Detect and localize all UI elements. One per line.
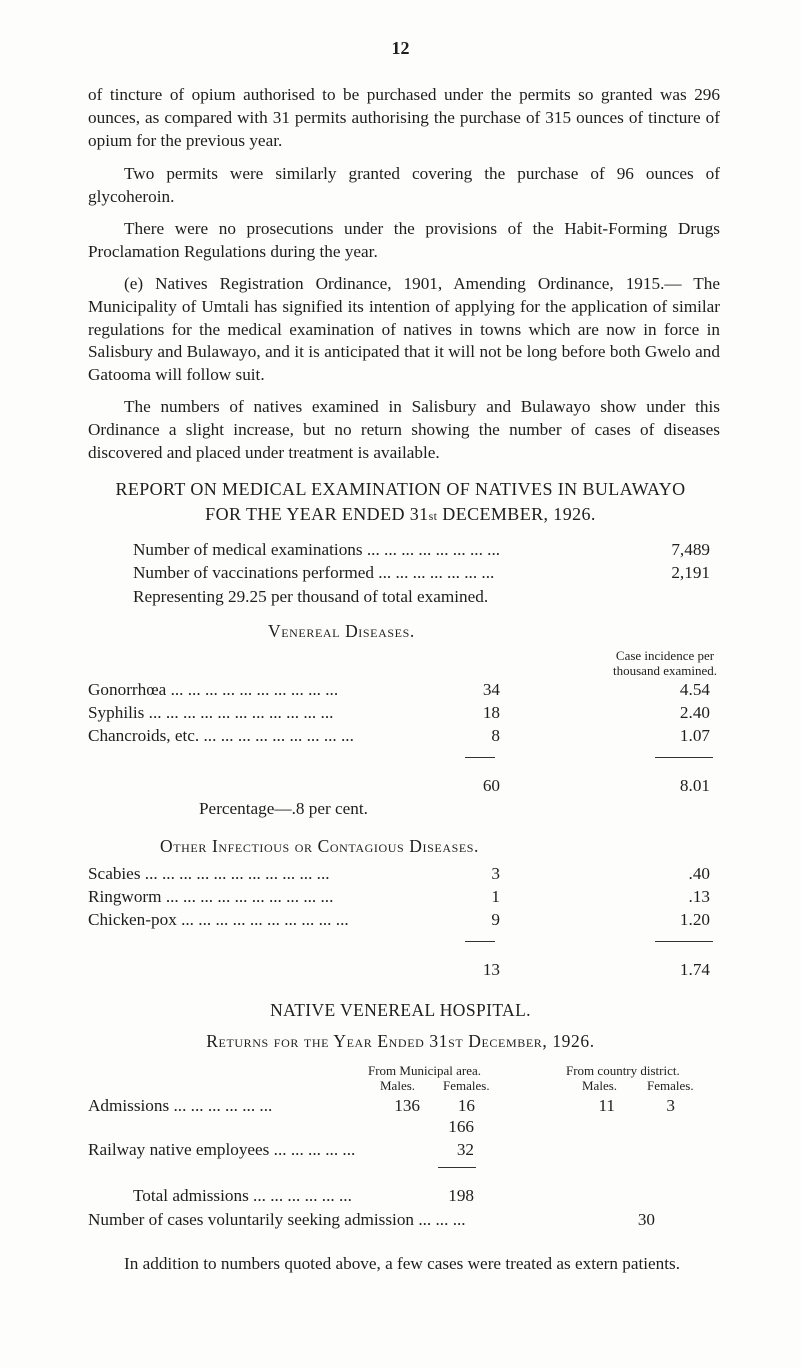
other-row-label: Ringworm ... ... ... ... ... ... ... ... ... ... xyxy=(88,887,334,906)
paragraph-opium-permits xyxy=(88,84,720,152)
venereal-row-rate: 1.07 xyxy=(679,726,710,745)
municipal-header: From Municipal area. xyxy=(368,1063,481,1078)
voluntary-label: Number of cases voluntarily seeking admission ... ... ... xyxy=(88,1210,466,1229)
vacc-value: 2,191 xyxy=(671,563,710,582)
other-diseases-heading: Other Infectious or Contagious Diseases. xyxy=(160,836,480,856)
venereal-row-cases: 8 xyxy=(491,726,500,745)
rate-total-rule xyxy=(655,757,713,758)
venereal-row-cases: 34 xyxy=(482,680,500,699)
venereal-heading: Venereal Diseases. xyxy=(268,621,415,641)
municipal-females-header: Females. xyxy=(443,1078,490,1093)
title-part: FOR THE YEAR ENDED 31 xyxy=(205,504,429,524)
title-superscript: st xyxy=(428,509,438,523)
venereal-row-label: Chancroids, etc. ... ... ... ... ... ... ... ... ... xyxy=(88,726,354,745)
other-row-label: Scabies ... ... ... ... ... ... ... ... ... ... ... xyxy=(88,864,330,883)
admissions-label: Admissions ... ... ... ... ... ... xyxy=(88,1096,273,1115)
paragraph-text: In addition to numbers quoted above, a few cases were treated as extern patients. xyxy=(124,1254,681,1273)
venereal-row-cases: 18 xyxy=(482,703,500,722)
other-row-rate: 1.20 xyxy=(679,910,710,929)
paragraph-extern-patients xyxy=(88,1253,720,1276)
paragraph-text: The numbers of natives examined in Salisbury and Bulawayo show under this Ordinance a slight increase, but no return showing the number of cases of diseases discovered and placed under treatment is available. xyxy=(88,397,720,462)
other-row-label: Chicken-pox ... ... ... ... ... ... ... ... ... ... xyxy=(88,910,349,929)
other-total-cases: 13 xyxy=(482,960,500,979)
admissions-subtotal: 166 xyxy=(448,1117,474,1136)
page-number: 12 xyxy=(391,38,410,58)
venereal-total-rate: 8.01 xyxy=(679,776,710,795)
country-females-value: 3 xyxy=(666,1096,675,1115)
country-header: From country district. xyxy=(566,1063,680,1078)
other-row-cases: 1 xyxy=(491,887,500,906)
total-admissions-value: 198 xyxy=(448,1186,474,1205)
muni-females-value: 16 xyxy=(457,1096,475,1115)
paragraph-text: There were no prosecutions under the provisions of the Habit-Forming Drugs Proclamation Regulations during the year. xyxy=(88,219,720,261)
venereal-row-label: Gonorrhœa ... ... ... ... ... ... ... ... ... ... xyxy=(88,680,339,699)
country-females-header: Females. xyxy=(647,1078,694,1093)
venereal-row-rate: 2.40 xyxy=(679,703,710,722)
title-part: DECEMBER, 1926. xyxy=(437,504,596,524)
muni-males-value: 136 xyxy=(394,1096,420,1115)
country-males-value: 11 xyxy=(598,1096,615,1115)
exam-label: Number of medical examinations ... ... ... ... ... ... ... ... xyxy=(133,540,501,559)
rate-header-line: Case incidence per xyxy=(615,648,715,663)
railway-value: 32 xyxy=(456,1140,474,1159)
vacc-label: Number of vaccinations performed ... ... ... ... ... ... ... xyxy=(133,563,495,582)
venereal-total-cases: 60 xyxy=(482,776,500,795)
voluntary-value: 30 xyxy=(637,1210,655,1229)
hospital-returns-heading: Returns for the Year Ended 31st December, 1926. xyxy=(206,1031,595,1051)
admissions-total-rule xyxy=(438,1167,476,1168)
rate-header-line: thousand examined. xyxy=(613,663,717,678)
other-row-cases: 3 xyxy=(491,864,500,883)
paragraph-text: Two permits were similarly granted covering the purchase of 96 ounces of glycoheroin. xyxy=(88,164,720,206)
railway-label: Railway native employees ... ... ... ... ... xyxy=(88,1140,356,1159)
report-title-line1: REPORT ON MEDICAL EXAMINATION OF NATIVES IN BULAWAYO xyxy=(115,479,686,499)
venereal-percentage: Percentage—.8 per cent. xyxy=(199,799,368,818)
rate-column-header xyxy=(585,648,745,678)
paragraph-registration-ordinance xyxy=(88,273,720,387)
total-admissions-label: Total admissions ... ... ... ... ... ... xyxy=(133,1186,352,1205)
cases-total-rule xyxy=(465,757,495,758)
venereal-row-rate: 4.54 xyxy=(679,680,710,699)
other-total-rate: 1.74 xyxy=(679,960,710,979)
other-row-rate: .40 xyxy=(688,864,710,883)
paragraph-prosecutions xyxy=(88,218,720,264)
other-row-rate: .13 xyxy=(688,887,710,906)
rate-total-rule xyxy=(655,941,713,942)
paragraph-glycoheroin xyxy=(88,163,720,209)
paragraph-text: of tincture of opium authorised to be purchased under the permits so granted was 296 ounces, as compared with 31 permits authorising the purchase of 315 ounces of tincture of opium for the previous year. xyxy=(88,85,720,150)
report-title-line2 xyxy=(0,504,801,525)
hospital-heading: NATIVE VENEREAL HOSPITAL. xyxy=(270,1000,531,1020)
representing-line: Representing 29.25 per thousand of total examined. xyxy=(133,587,489,606)
paragraph-text: (e) Natives Registration Ordinance, 1901, Amending Ordinance, 1915.— The Municipality of Umtali has signified its intention of applying for the application of similar regulations for the medical examination of natives in towns which are now in force in Salisbury and Bulawayo, and it is anticipated that it will not be long before both Gwelo and Gatooma will follow suit. xyxy=(88,274,720,385)
other-row-cases: 9 xyxy=(491,910,500,929)
cases-total-rule xyxy=(465,941,495,942)
venereal-row-label: Syphilis ... ... ... ... ... ... ... ... ... ... ... xyxy=(88,703,334,722)
country-males-header: Males. xyxy=(582,1078,618,1093)
municipal-males-header: Males. xyxy=(380,1078,416,1093)
paragraph-natives-examined xyxy=(88,396,720,464)
exam-value: 7,489 xyxy=(671,540,710,559)
